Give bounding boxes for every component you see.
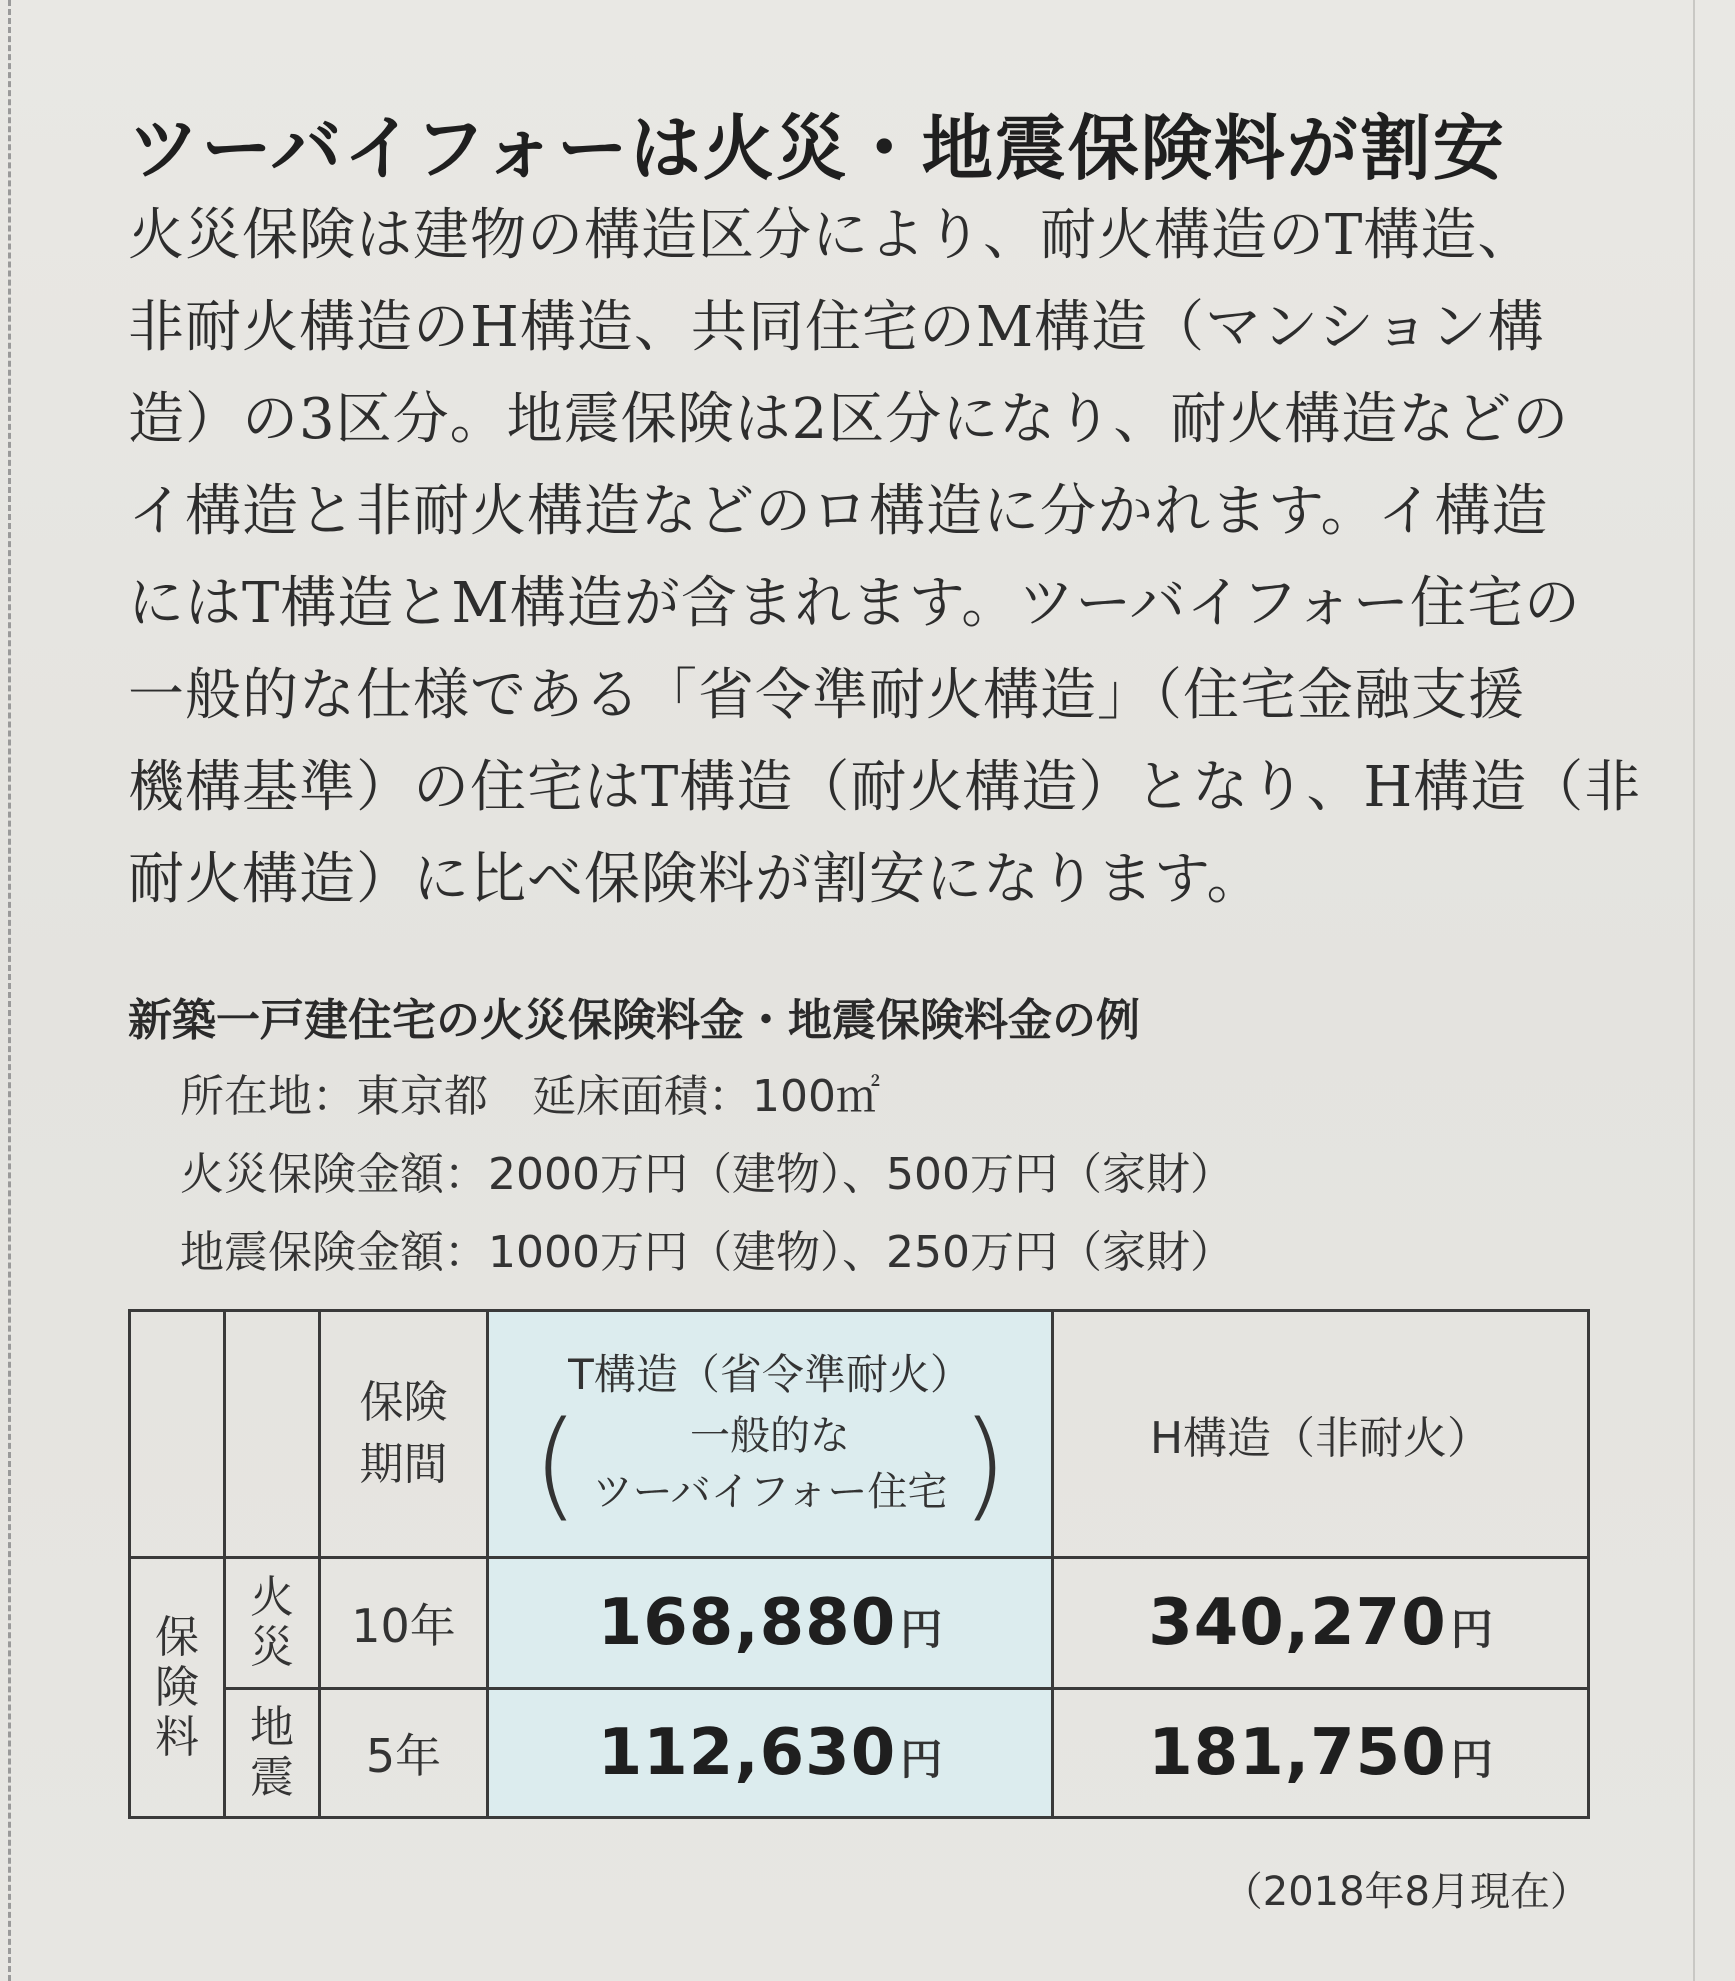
table-header-row bbox=[130, 1311, 1589, 1558]
body-line: 一般的な仕様である「省令準耐火構造」（住宅金融支援 bbox=[128, 663, 1525, 728]
date-note: （2018年8月現在） bbox=[1222, 1869, 1590, 1915]
paren-close: ) bbox=[961, 1395, 1008, 1534]
table-row bbox=[130, 1689, 1589, 1818]
header-t-sub-text bbox=[593, 1408, 948, 1520]
row-group-char: 料 bbox=[155, 1711, 199, 1763]
header-t-sub-line: 一般的な bbox=[690, 1413, 850, 1460]
header-empty-cell bbox=[225, 1311, 320, 1558]
header-period-line: 期間 bbox=[359, 1439, 448, 1491]
condition-quake-amount: 地震保険金額：1000万円（建物）、250万円（家財） bbox=[180, 1227, 1234, 1278]
row-period: 5年 bbox=[320, 1689, 488, 1818]
article-body bbox=[128, 190, 1642, 926]
row-type-char: 火 bbox=[250, 1572, 294, 1624]
premium-table bbox=[128, 1309, 1590, 1819]
row-group-char: 険 bbox=[155, 1661, 199, 1713]
condition-fire-amount: 火災保険金額：2000万円（建物）、500万円（家財） bbox=[180, 1149, 1234, 1200]
body-line: 機構基準）の住宅はT構造（耐火構造）となり、H構造（非 bbox=[128, 755, 1642, 820]
row-type-quake bbox=[225, 1689, 320, 1818]
body-line: イ構造と非耐火構造などのロ構造に分かれます。イ構造 bbox=[128, 479, 1549, 544]
article-title: ツーバイフォーは火災・地震保険料が割安 bbox=[128, 107, 1506, 190]
paren-open: ( bbox=[532, 1395, 579, 1534]
t-value: 112,630 bbox=[597, 1716, 897, 1791]
table-row bbox=[130, 1558, 1589, 1689]
h-value: 340,270 bbox=[1148, 1586, 1447, 1661]
row-type-fire bbox=[225, 1558, 320, 1689]
body-line: 造）の3区分。地震保険は2区分になり、耐火構造などの bbox=[128, 387, 1570, 452]
header-t-sub bbox=[489, 1395, 1051, 1534]
row-group-label bbox=[130, 1558, 225, 1818]
body-line: 火災保険は建物の構造区分により、耐火構造のT構造、 bbox=[128, 203, 1535, 268]
currency: 円 bbox=[1450, 1605, 1493, 1655]
body-line: にはT構造とM構造が含まれます。ツーバイフォー住宅の bbox=[128, 571, 1581, 636]
currency: 円 bbox=[900, 1605, 943, 1655]
cut-line bbox=[8, 0, 11, 1981]
header-t-structure bbox=[488, 1311, 1053, 1558]
t-value: 168,880 bbox=[597, 1586, 897, 1661]
h-value: 181,750 bbox=[1148, 1716, 1447, 1791]
currency: 円 bbox=[1450, 1735, 1493, 1785]
t-value-cell bbox=[488, 1689, 1053, 1818]
body-line: 耐火構造）に比べ保険料が割安になります。 bbox=[128, 847, 1264, 912]
header-t-sub-line: ツーバイフォー住宅 bbox=[592, 1469, 948, 1516]
t-value-cell bbox=[488, 1558, 1053, 1689]
header-period-line: 保険 bbox=[359, 1377, 448, 1429]
page-edge bbox=[1693, 0, 1695, 1981]
row-type-char: 地 bbox=[250, 1702, 294, 1754]
row-group-char: 保 bbox=[155, 1611, 199, 1663]
header-t-main: T構造（省令準耐火） bbox=[568, 1350, 972, 1400]
header-period bbox=[320, 1311, 488, 1558]
row-type-char: 災 bbox=[250, 1622, 294, 1674]
h-value-cell bbox=[1053, 1558, 1589, 1689]
header-h-structure: H構造（非耐火） bbox=[1053, 1311, 1589, 1558]
table-heading: 新築一戸建住宅の火災保険料金・地震保険料金の例 bbox=[128, 995, 1140, 1046]
currency: 円 bbox=[900, 1735, 943, 1785]
body-line: 非耐火構造のH構造、共同住宅のM構造（マンション構 bbox=[128, 295, 1545, 360]
header-empty-cell bbox=[130, 1311, 225, 1558]
row-period: 10年 bbox=[320, 1558, 488, 1689]
h-value-cell bbox=[1053, 1689, 1589, 1818]
row-type-char: 震 bbox=[250, 1752, 294, 1804]
condition-location: 所在地：東京都 延床面積：100㎡ bbox=[180, 1071, 880, 1122]
